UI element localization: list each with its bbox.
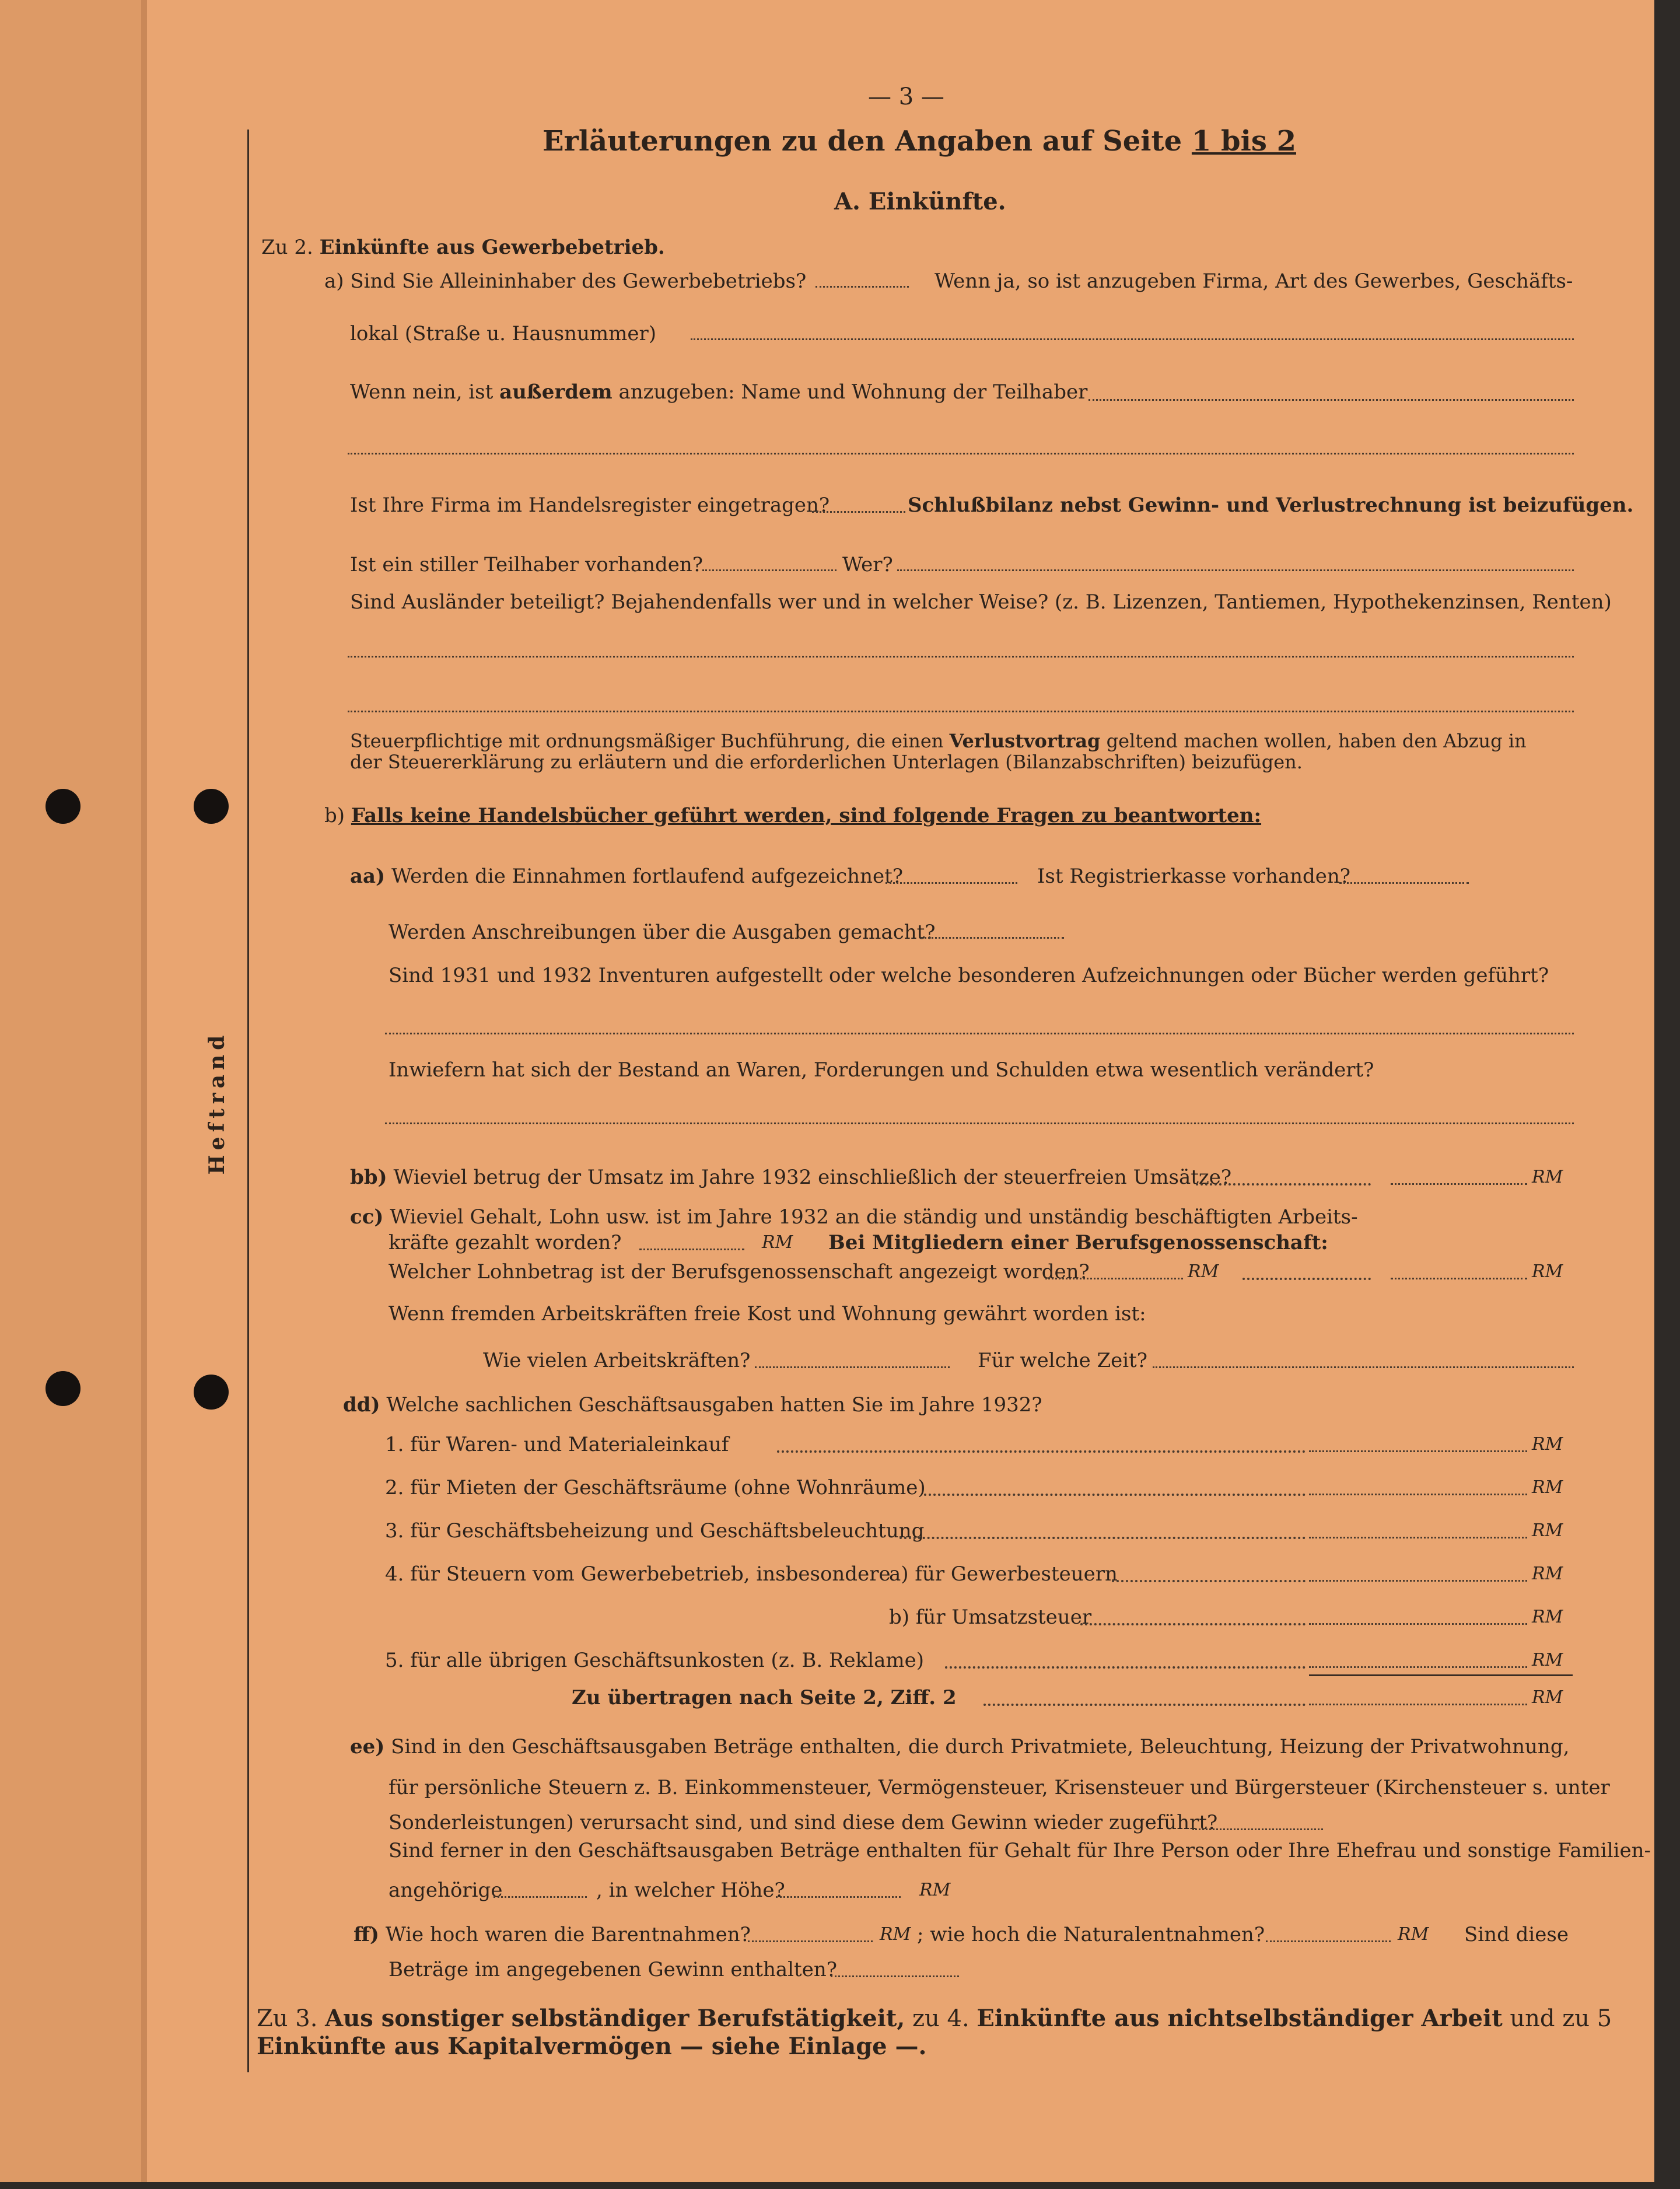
currency-rm: RM	[1532, 1434, 1563, 1454]
answer-line[interactable]	[1391, 1183, 1527, 1185]
answer-line[interactable]	[1309, 1580, 1527, 1582]
zu3-prefix: Zu 3.	[257, 2005, 326, 2032]
answer-line[interactable]	[776, 1896, 901, 1898]
q-a-teilhaber-bold: außerdem	[499, 380, 612, 404]
q-cc-lohnbetrag: Welcher Lohnbetrag ist der Berufsgenossenschaft angezeigt worden?	[388, 1260, 1090, 1284]
q-dd-label: dd)	[343, 1393, 380, 1417]
zu2-title: Einkünfte aus Gewerbebetrieb.	[319, 236, 665, 259]
answer-line[interactable]	[1266, 1940, 1391, 1942]
answer-line[interactable]	[831, 1975, 959, 1977]
section-heading: A. Einkünfte.	[834, 188, 1006, 215]
q-cc-berufsgenossenschaft: Bei Mitgliedern einer Berufsgenossenschaft:	[828, 1231, 1328, 1254]
currency-rm: RM	[880, 1924, 911, 1945]
leader-dots	[984, 1704, 1306, 1706]
note-verlustvortrag-post: geltend machen wollen, haben den Abzug in	[1100, 730, 1527, 752]
q-aa-einnahmen	[350, 865, 903, 888]
answer-line[interactable]	[921, 937, 1064, 939]
q-ff-label: ff)	[354, 1923, 379, 1946]
currency-rm: RM	[1532, 1687, 1563, 1708]
answer-line[interactable]	[1045, 1278, 1183, 1279]
q-bb-umsatz	[350, 1166, 1231, 1189]
q-cc-arbeitskraefte: kräfte gezahlt worden?	[388, 1231, 622, 1254]
q-ee-line4: Sind ferner in den Geschäftsausgaben Beträge enthalten für Gehalt für Ihre Person oder Ihre Ehefrau und sonstige Familien-	[388, 1839, 1651, 1862]
dd-total-label: Zu übertragen nach Seite 2, Ziff. 2	[572, 1686, 957, 1709]
answer-line[interactable]	[897, 569, 1574, 571]
q-cc-kost: Wenn fremden Arbeitskräften freie Kost und Wohnung gewährt worden ist:	[388, 1302, 1146, 1326]
note-schlussbilanz: Schlußbilanz nebst Gewinn- und Verlustrechnung ist beizufügen.	[908, 494, 1634, 517]
zu2-prefix: Zu 2.	[261, 236, 313, 259]
q-ee-hoehe: , in welcher Höhe?	[596, 1879, 785, 1902]
binding-margin-line	[247, 130, 249, 2072]
zu3-post: und zu 5	[1502, 2005, 1612, 2032]
answer-line[interactable]	[1309, 1537, 1527, 1538]
answer-line[interactable]	[1153, 1366, 1574, 1368]
note-verlustvortrag-pre: Steuerpflichtige mit ordnungsmäßiger Buchführung, die einen	[350, 730, 950, 752]
page-title-text: Erläuterungen zu den Angaben auf Seite	[542, 125, 1182, 158]
answer-line[interactable]	[1309, 1494, 1527, 1495]
dd-item-4a: a) für Gewerbesteuern	[889, 1562, 1118, 1586]
q-a-teilhaber-post: anzugeben: Name und Wohnung der Teilhaber	[618, 380, 1088, 404]
answer-line[interactable]	[639, 1249, 744, 1250]
zu2-heading	[261, 236, 665, 259]
answer-line[interactable]	[1309, 1450, 1527, 1452]
q-a-stiller-teilhaber: Ist ein stiller Teilhaber vorhanden?	[350, 553, 703, 576]
answer-line[interactable]	[348, 656, 1574, 658]
dd-item-5: 5. für alle übrigen Geschäftsunkosten (z. B. Reklame)	[385, 1649, 925, 1672]
dd-item-4b: b) für Umsatzsteuer	[889, 1606, 1092, 1629]
q-aa-registrierkasse: Ist Registrierkasse vorhanden?	[1037, 865, 1351, 888]
answer-line[interactable]	[494, 1896, 587, 1898]
answer-line[interactable]	[748, 1940, 873, 1942]
page-title-pages: 1 bis 2	[1191, 125, 1296, 158]
currency-rm: RM	[1532, 1650, 1563, 1670]
leader-dots	[1242, 1278, 1371, 1280]
currency-rm: RM	[1532, 1564, 1563, 1584]
q-ee-line1	[350, 1735, 1569, 1758]
currency-rm: RM	[1532, 1261, 1563, 1282]
q-a-wer: Wer?	[842, 553, 893, 576]
currency-rm: RM	[919, 1880, 951, 1900]
answer-line[interactable]	[1088, 399, 1574, 401]
q-ee-line2: für persönliche Steuern z. B. Einkommensteuer, Vermögensteuer, Krisensteuer und Bürgersteuer (Kirchensteuer s. unter	[388, 1776, 1610, 1799]
answer-line[interactable]	[812, 511, 905, 513]
answer-line[interactable]	[385, 1033, 1574, 1034]
leader-dots	[900, 1537, 1306, 1539]
q-aa-text: Werden die Einnahmen fortlaufend aufgezeichnet?	[391, 865, 903, 888]
answer-line[interactable]	[1309, 1666, 1527, 1668]
section-b-label: b)	[324, 804, 345, 827]
sum-rule	[1309, 1674, 1573, 1676]
punch-hole-2	[194, 789, 229, 824]
fold-line	[141, 0, 147, 2182]
q-a-lokal: lokal (Straße u. Hausnummer)	[350, 322, 656, 345]
q-cc-zeit: Für welche Zeit?	[978, 1349, 1148, 1372]
leader-dots	[1112, 1580, 1306, 1582]
leader-dots	[924, 1494, 1306, 1496]
leader-dots	[1196, 1183, 1371, 1186]
q-a-teilhaber-pre: Wenn nein, ist	[350, 380, 500, 404]
q-cc-gehalt	[350, 1205, 1358, 1229]
q-aa-ausgaben: Werden Anschreibungen über die Ausgaben gemacht?	[388, 921, 936, 944]
left-paper-edge	[0, 0, 146, 2182]
answer-line[interactable]	[1391, 1278, 1527, 1279]
answer-line[interactable]	[1192, 1828, 1323, 1830]
dd-item-3: 3. für Geschäftsbeheizung und Geschäftsbeleuchtung	[385, 1519, 925, 1543]
dd-item-4: 4. für Steuern vom Gewerbebetrieb, insbesondere	[385, 1562, 891, 1586]
currency-rm: RM	[1532, 1167, 1563, 1187]
punch-hole-3	[46, 1371, 80, 1406]
q-ff-line1	[354, 1923, 751, 1946]
page-title	[542, 125, 1296, 158]
answer-line[interactable]	[1309, 1704, 1527, 1705]
note-verlustvortrag-bold: Verlustvortrag	[949, 730, 1101, 752]
q-a-teilhaber	[350, 380, 1087, 404]
q-cc-label: cc)	[350, 1205, 384, 1229]
answer-line[interactable]	[348, 453, 1574, 454]
section-b-title: Falls keine Handelsbücher geführt werden, sind folgende Fragen zu beantworten:	[351, 804, 1262, 827]
q-ee-line3: Sonderleistungen) verursacht sind, und sind diese dem Gewinn wieder zugeführt?	[388, 1811, 1218, 1834]
answer-line[interactable]	[755, 1366, 950, 1368]
answer-line[interactable]	[1339, 882, 1469, 884]
q-ee-line5: angehörige	[388, 1879, 503, 1902]
answer-line[interactable]	[886, 882, 1017, 884]
q-a-auslaender: Sind Ausländer beteiligt? Bejahendenfalls wer und in welcher Weise? (z. B. Lizenzen, Tantiemen, Hypothekenzinsen, Renten)	[350, 590, 1612, 614]
q-ff-naturalentnahmen: ; wie hoch die Naturalentnahmen?	[917, 1923, 1265, 1946]
zu3-line2: Einkünfte aus Kapitalvermögen — siehe Einlage —.	[257, 2033, 927, 2060]
note-verlustvortrag	[350, 730, 1527, 772]
answer-line[interactable]	[385, 1123, 1574, 1124]
answer-line[interactable]	[348, 711, 1574, 712]
leader-dots	[945, 1666, 1306, 1669]
q-cc-wie-viele: Wie vielen Arbeitskräften?	[483, 1349, 751, 1372]
q-dd-ausgaben	[343, 1393, 1042, 1417]
section-b-heading	[324, 804, 1261, 827]
zu3-bold-2: Einkünfte aus nichtselbständiger Arbeit	[977, 2005, 1503, 2032]
q-ff-barentnahmen: Wie hoch waren die Barentnahmen?	[385, 1923, 751, 1946]
leader-dots	[1080, 1623, 1306, 1625]
zu3-mid: zu 4.	[905, 2005, 977, 2032]
currency-rm: RM	[1532, 1477, 1563, 1498]
punch-hole-4	[194, 1375, 229, 1410]
dd-item-2: 2. für Mieten der Geschäftsräume (ohne Wohnräume)	[385, 1476, 926, 1499]
answer-line[interactable]	[816, 286, 909, 288]
leader-dots	[777, 1450, 1306, 1453]
q-bb-text: Wieviel betrug der Umsatz im Jahre 1932 einschließlich der steuerfreien Umsätze?	[393, 1166, 1232, 1189]
dd-item-1: 1. für Waren- und Materialeinkauf	[385, 1433, 729, 1456]
q-aa-inventuren: Sind 1931 und 1932 Inventuren aufgestellt oder welche besonderen Aufzeichnungen oder Bücher werden geführt?	[388, 964, 1549, 987]
q-bb-label: bb)	[350, 1166, 387, 1189]
answer-line[interactable]	[1309, 1623, 1527, 1625]
q-ff-line2: Beträge im angegebenen Gewinn enthalten?	[388, 1958, 837, 1981]
zu3-bold-1: Aus sonstiger selbständiger Berufstätigkeit,	[325, 2005, 905, 2032]
currency-rm: RM	[1532, 1520, 1563, 1541]
answer-line[interactable]	[702, 569, 836, 571]
q-dd-text: Welche sachlichen Geschäftsausgaben hatten Sie im Jahre 1932?	[386, 1393, 1042, 1417]
currency-rm: RM	[1532, 1607, 1563, 1627]
q-a-alleininhaber: a) Sind Sie Alleininhaber des Gewerbebetriebs?	[324, 270, 807, 293]
q-cc-text: Wieviel Gehalt, Lohn usw. ist im Jahre 1932 an die ständig und unständig beschäftigten Arbeits-	[390, 1205, 1358, 1229]
note-verlustvortrag-line2: der Steuererklärung zu erläutern und die erforderlichen Unterlagen (Bilanzabschriften) beizufügen.	[350, 751, 1303, 773]
q-ee-text: Sind in den Geschäftsausgaben Beträge enthalten, die durch Privatmiete, Beleuchtung, Heizung der Privatwohnung,	[391, 1735, 1570, 1758]
currency-rm: RM	[1398, 1924, 1429, 1945]
zu3-paragraph	[257, 2005, 1612, 2061]
q-aa-bestand: Inwiefern hat sich der Bestand an Waren, Forderungen und Schulden etwa wesentlich verändert?	[388, 1058, 1374, 1082]
currency-rm: RM	[1188, 1261, 1219, 1282]
punch-hole-1	[46, 789, 80, 824]
q-a-firma: Wenn ja, so ist anzugeben Firma, Art des Gewerbes, Geschäfts-	[935, 270, 1573, 293]
q-a-handelsregister: Ist Ihre Firma im Handelsregister eingetragen?	[350, 494, 830, 517]
q-ee-label: ee)	[350, 1735, 385, 1758]
q-ff-sind-diese: Sind diese	[1464, 1923, 1569, 1946]
answer-line[interactable]	[691, 338, 1574, 340]
q-aa-label: aa)	[350, 865, 386, 888]
currency-rm: RM	[762, 1232, 793, 1253]
page-number: — 3 —	[868, 83, 944, 110]
binding-margin-label: Heftrand	[205, 1030, 229, 1175]
